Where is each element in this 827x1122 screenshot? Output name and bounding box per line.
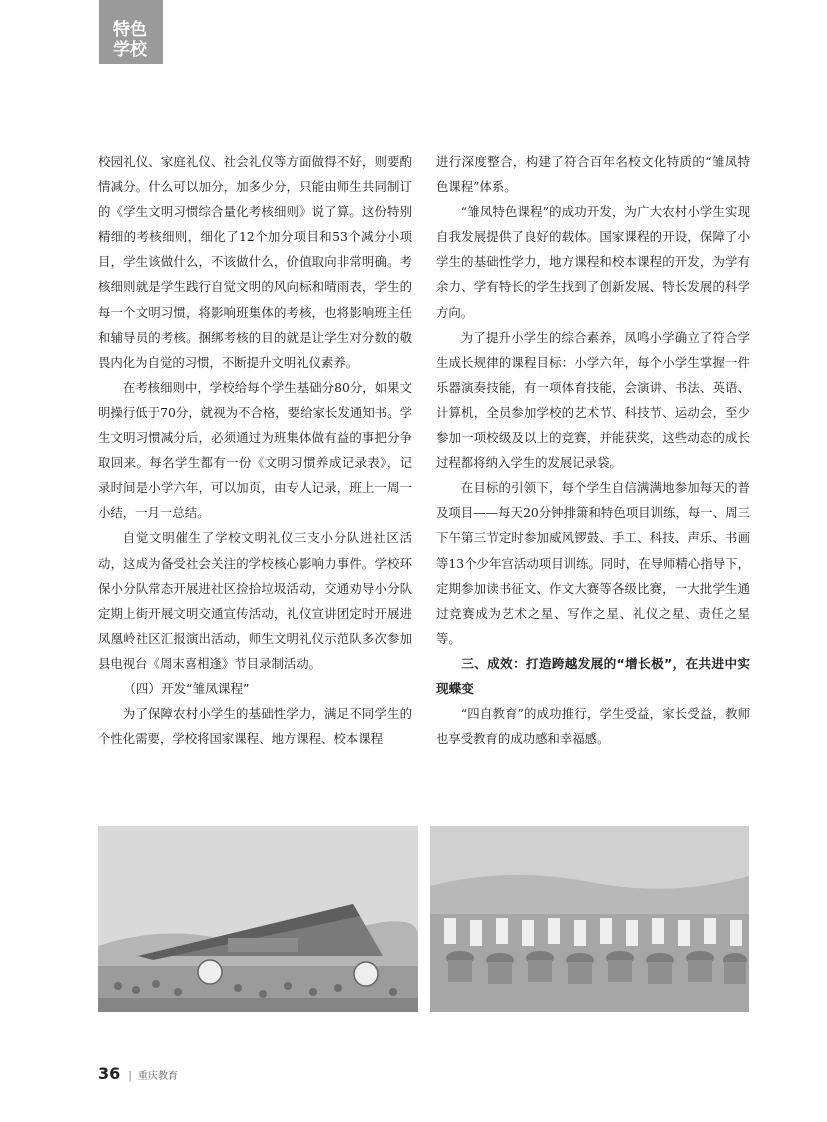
paragraph: 在目标的引领下，每个学生自信满满地参加每天的普及项目——每天20分钟排箫和特色项目训练，每一、周三下午第三节定时参加威风锣鼓、手工、科技、声乐、书画等13个少年宫活动项目训练。同时，在导师精心指导下，定期参加读书征文、作文大赛等各级比赛，一大批学生通过竞赛成为艺术之星、写作之星、礼仪之星、责任之星等。 [436,480,750,646]
paragraph: 校园礼仪、家庭礼仪、社会礼仪等方面做得不好，则要酌情减分。什么可以加分，加多少分，只能由师生共同制订的《学生文明习惯综合量化考核细则》说了算。这份特别精细的考核细则，细化了12个加分项目和53个减分小项目，学生该做什么，不该做什么，价值取向非常明确。考核细则就是学生践行自觉文明的风向标和晴雨表，学生的每一个文明习惯，将影响班集体的考核，也将影响班主任和辅导员的考核。捆绑考核的目的就是让学生对分数的敬畏内化为自觉的习惯，不断提升文明礼仪素养。 [98,154,412,370]
paragraph: 自觉文明催生了学校文明礼仪三支小分队进社区活动，这成为备受社会关注的学校核心影响力事件。学校环保小分队常态开展进社区捡拾垃圾活动，交通劝导小分队定期上街开展文明交通宣传活动，礼仪宣讲团定时开展进凤凰岭社区汇报演出活动，师生文明礼仪示范队多次参加县电视台《周末喜相逢》节目录制活动。 [98,530,412,671]
page-footer [98,1064,178,1083]
paragraph: 在考核细则中，学校给每个学生基础分80分，如果文明操行低于70分，就视为不合格，要给家长发通知书。学生文明习惯减分后，必须通过为班集体做有益的事把分争取回来。每名学生都有一份《文明习惯养成记录表》，记录时间是小学六年，可以加页，由专人记录，班上一周一小结，一月一总结。 [98,379,412,521]
paragraph: “雏凤特色课程”的成功开发，为广大农村小学生实现自我发展提供了良好的载体。国家课程的开设，保障了小学生的基础性学力，地方课程和校本课程的开发，为学有余力、学有特长的学生找到了创新发展、特长发展的科学方向。 [436,204,750,320]
photo-outdoor-performance [98,826,418,1012]
magazine-name: 重庆教育 [137,1071,178,1082]
subsection-heading: （四）开发“雏凤课程” [123,680,250,696]
page-number: 36 [98,1064,121,1083]
paragraph: “四自教育”的成功推行，学生受益，家长受益，教师也享受教育的成功感和幸福感。 [436,706,750,747]
section-tab [99,0,163,64]
section-label-line2: 学校 [113,40,147,60]
section-heading: 三、成效：打造跨越发展的“增长极”，在共进中实现蝶变 [436,655,750,696]
left-text-column [98,149,412,751]
right-text-column [436,149,750,751]
paragraph: 为了保障农村小学生的基础性学力，满足不同学生的个性化需要，学校将国家课程、地方课程、校本课程 [98,706,412,747]
section-label-line1: 特色 [113,20,147,40]
photo-drum-performance [430,826,749,1012]
footer-separator: | [128,1069,132,1082]
paragraph: 为了提升小学生的综合素养，凤鸣小学确立了符合学生成长规律的课程目标：小学六年，每个小学生掌握一件乐器演奏技能，有一项体育技能，会演讲、书法、英语、计算机，全员参加学校的艺术节、科技节、运动会，至少参加一项校级及以上的竞赛，并能获奖，这些动态的成长过程都将纳入学生的发展记录袋。 [436,329,750,471]
paragraph: 进行深度整合，构建了符合百年名校文化特质的“雏凤特色课程”体系。 [436,154,750,195]
